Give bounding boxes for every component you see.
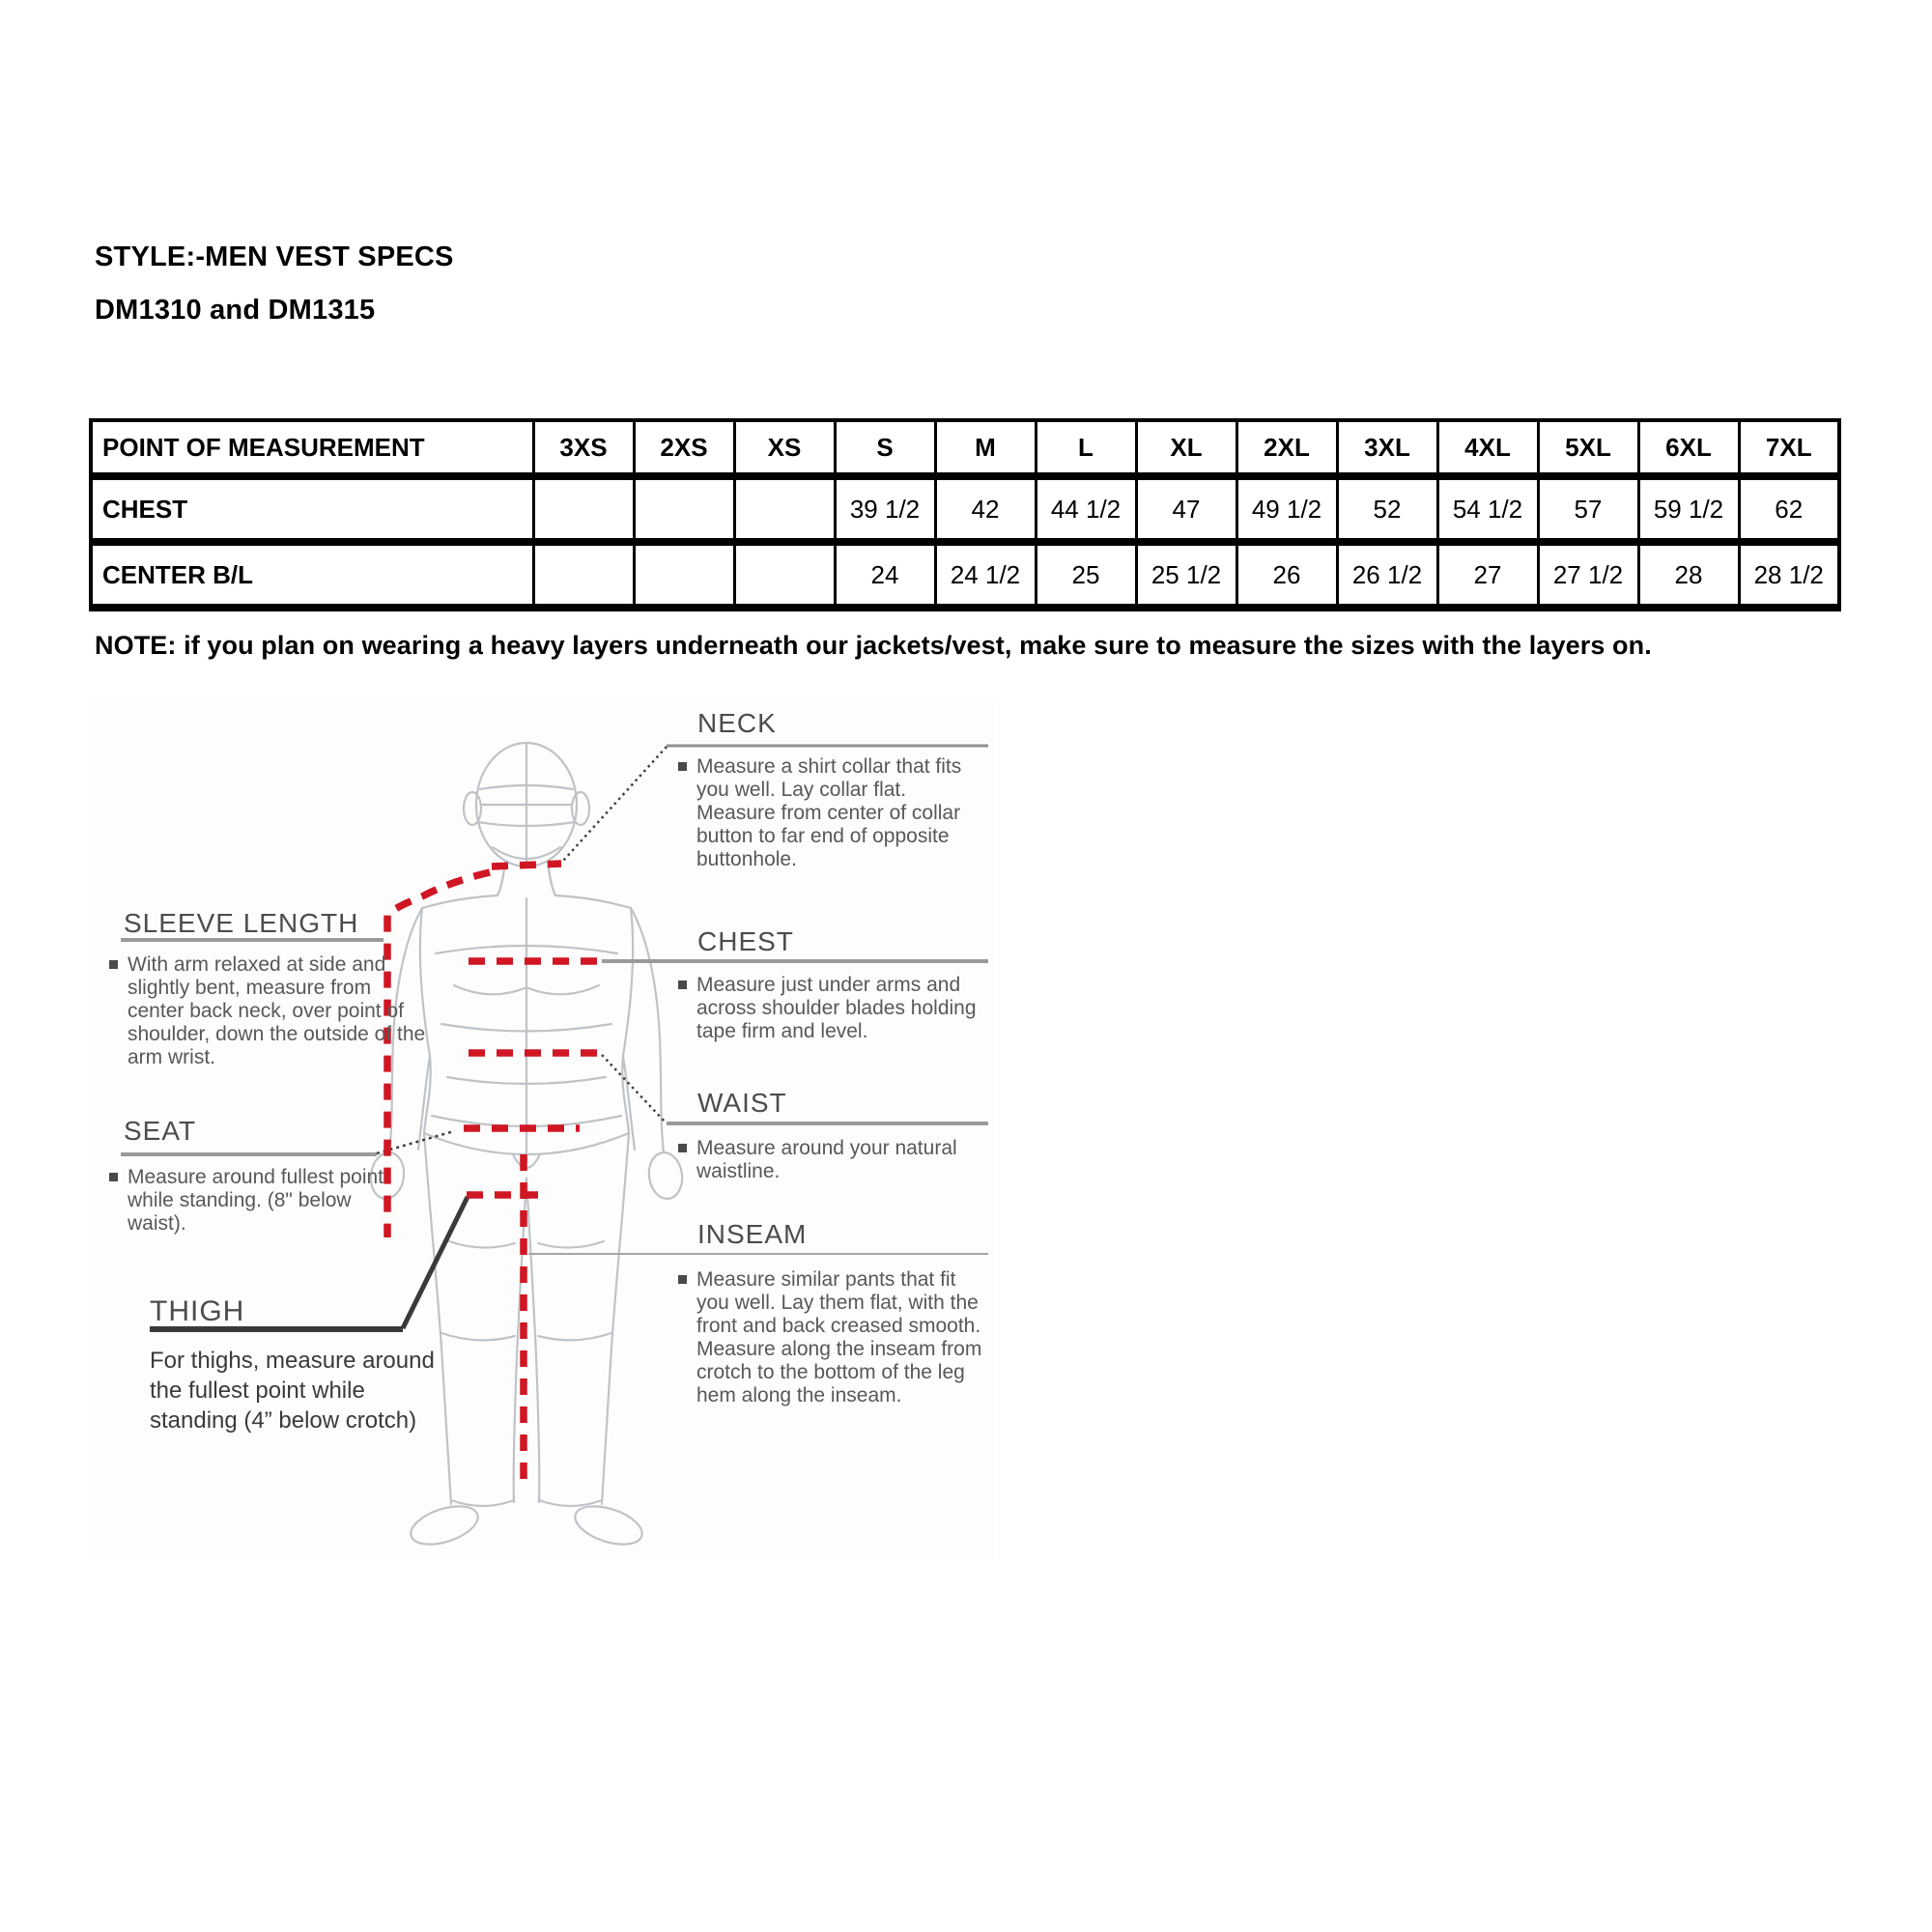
chest-3xs — [533, 476, 634, 542]
centerbl-4xl: 27 — [1437, 542, 1538, 608]
neck-callout-text: Measure a shirt collar that fits you well. Lay collar flat. Measure from center of collar button to far end of opposite buttonhole. — [678, 755, 987, 871]
col-header-m: M — [935, 420, 1036, 476]
measurement-diagram — [92, 700, 995, 1560]
centerbl-xs — [734, 542, 835, 608]
neck-connector — [563, 747, 667, 861]
bullet-square-icon — [678, 1144, 687, 1152]
chest-7xl: 62 — [1739, 476, 1839, 542]
sleeve-length-callout-text: With arm relaxed at side and slightly bent, measure from center back neck, over point of shoulder, down the outside of the arm wrist. — [109, 953, 428, 1069]
col-header-l: L — [1036, 420, 1136, 476]
thigh-connector — [403, 1197, 468, 1328]
waist-callout-title: WAIST — [697, 1088, 787, 1118]
bullet-square-icon — [678, 762, 687, 771]
bullet-square-icon — [678, 980, 687, 989]
centerbl-6xl: 28 — [1638, 542, 1739, 608]
waist-connector — [602, 1055, 666, 1122]
chest-3xl: 52 — [1337, 476, 1437, 542]
table-row-chest — [91, 476, 1839, 542]
chest-l: 44 1/2 — [1036, 476, 1136, 542]
seat-callout-title: SEAT — [124, 1116, 197, 1146]
chest-callout-text: Measure just under arms and across shoulder blades holding tape firm and level. — [678, 974, 987, 1043]
col-header-xl: XL — [1136, 420, 1236, 476]
col-header-6xl: 6XL — [1638, 420, 1739, 476]
document-title: STYLE:-MEN VEST SPECS — [95, 242, 454, 272]
thigh-callout-title: THIGH — [150, 1295, 245, 1327]
col-header-point-of-measurement: POINT OF MEASUREMENT — [91, 420, 533, 476]
col-header-3xl: 3XL — [1337, 420, 1437, 476]
centerbl-2xl: 26 — [1236, 542, 1337, 608]
col-header-2xl: 2XL — [1236, 420, 1337, 476]
centerbl-3xl: 26 1/2 — [1337, 542, 1437, 608]
chest-5xl: 57 — [1538, 476, 1638, 542]
table-row-center-bl — [91, 542, 1839, 608]
thigh-callout-text: For thighs, measure around the fullest point while standing (4” below crotch) — [150, 1348, 435, 1434]
chest-4xl: 54 1/2 — [1437, 476, 1538, 542]
chest-s: 39 1/2 — [835, 476, 935, 542]
centerbl-s: 24 — [835, 542, 935, 608]
size-measurement-table — [89, 418, 1841, 611]
col-header-2xs: 2XS — [634, 420, 734, 476]
row-label-center-bl: CENTER B/L — [91, 542, 533, 608]
neck-callout-title: NECK — [697, 708, 777, 738]
col-header-xs: XS — [734, 420, 835, 476]
waist-callout-text: Measure around your natural waistline. — [678, 1137, 968, 1183]
chest-m: 42 — [935, 476, 1036, 542]
seat-callout-text: Measure around fullest point while standing. (8" below waist). — [109, 1166, 399, 1236]
centerbl-7xl: 28 1/2 — [1739, 542, 1839, 608]
inseam-callout-text: Measure similar pants that fit you well. Lay them flat, with the front and back creased smooth. Measure along the inseam from crotch to the bottom of the leg hem along the inseam. — [678, 1268, 992, 1407]
sleeve-length-callout-title: SLEEVE LENGTH — [124, 908, 359, 938]
bullet-square-icon — [109, 960, 118, 969]
chest-callout-title: CHEST — [697, 926, 794, 956]
bullet-square-icon — [678, 1275, 687, 1284]
inseam-callout-title: INSEAM — [697, 1219, 808, 1249]
centerbl-5xl: 27 1/2 — [1538, 542, 1638, 608]
chest-6xl: 59 1/2 — [1638, 476, 1739, 542]
chest-2xs — [634, 476, 734, 542]
centerbl-xl: 25 1/2 — [1136, 542, 1236, 608]
centerbl-3xs — [533, 542, 634, 608]
centerbl-l: 25 — [1036, 542, 1136, 608]
document-style-codes: DM1310 and DM1315 — [95, 295, 376, 326]
centerbl-2xs — [634, 542, 734, 608]
chest-xs — [734, 476, 835, 542]
col-header-7xl: 7XL — [1739, 420, 1839, 476]
chest-xl: 47 — [1136, 476, 1236, 542]
col-header-5xl: 5XL — [1538, 420, 1638, 476]
col-header-4xl: 4XL — [1437, 420, 1538, 476]
col-header-s: S — [835, 420, 935, 476]
centerbl-m: 24 1/2 — [935, 542, 1036, 608]
col-header-3xs: 3XS — [533, 420, 634, 476]
table-header-row — [91, 420, 1839, 476]
chest-2xl: 49 1/2 — [1236, 476, 1337, 542]
neck-measure-line — [492, 864, 561, 867]
row-label-chest: CHEST — [91, 476, 533, 542]
bullet-square-icon — [109, 1173, 118, 1181]
layering-note: NOTE: if you plan on wearing a heavy layers underneath our jackets/vest, make sure to measure the sizes with the layers on. — [95, 631, 1652, 660]
